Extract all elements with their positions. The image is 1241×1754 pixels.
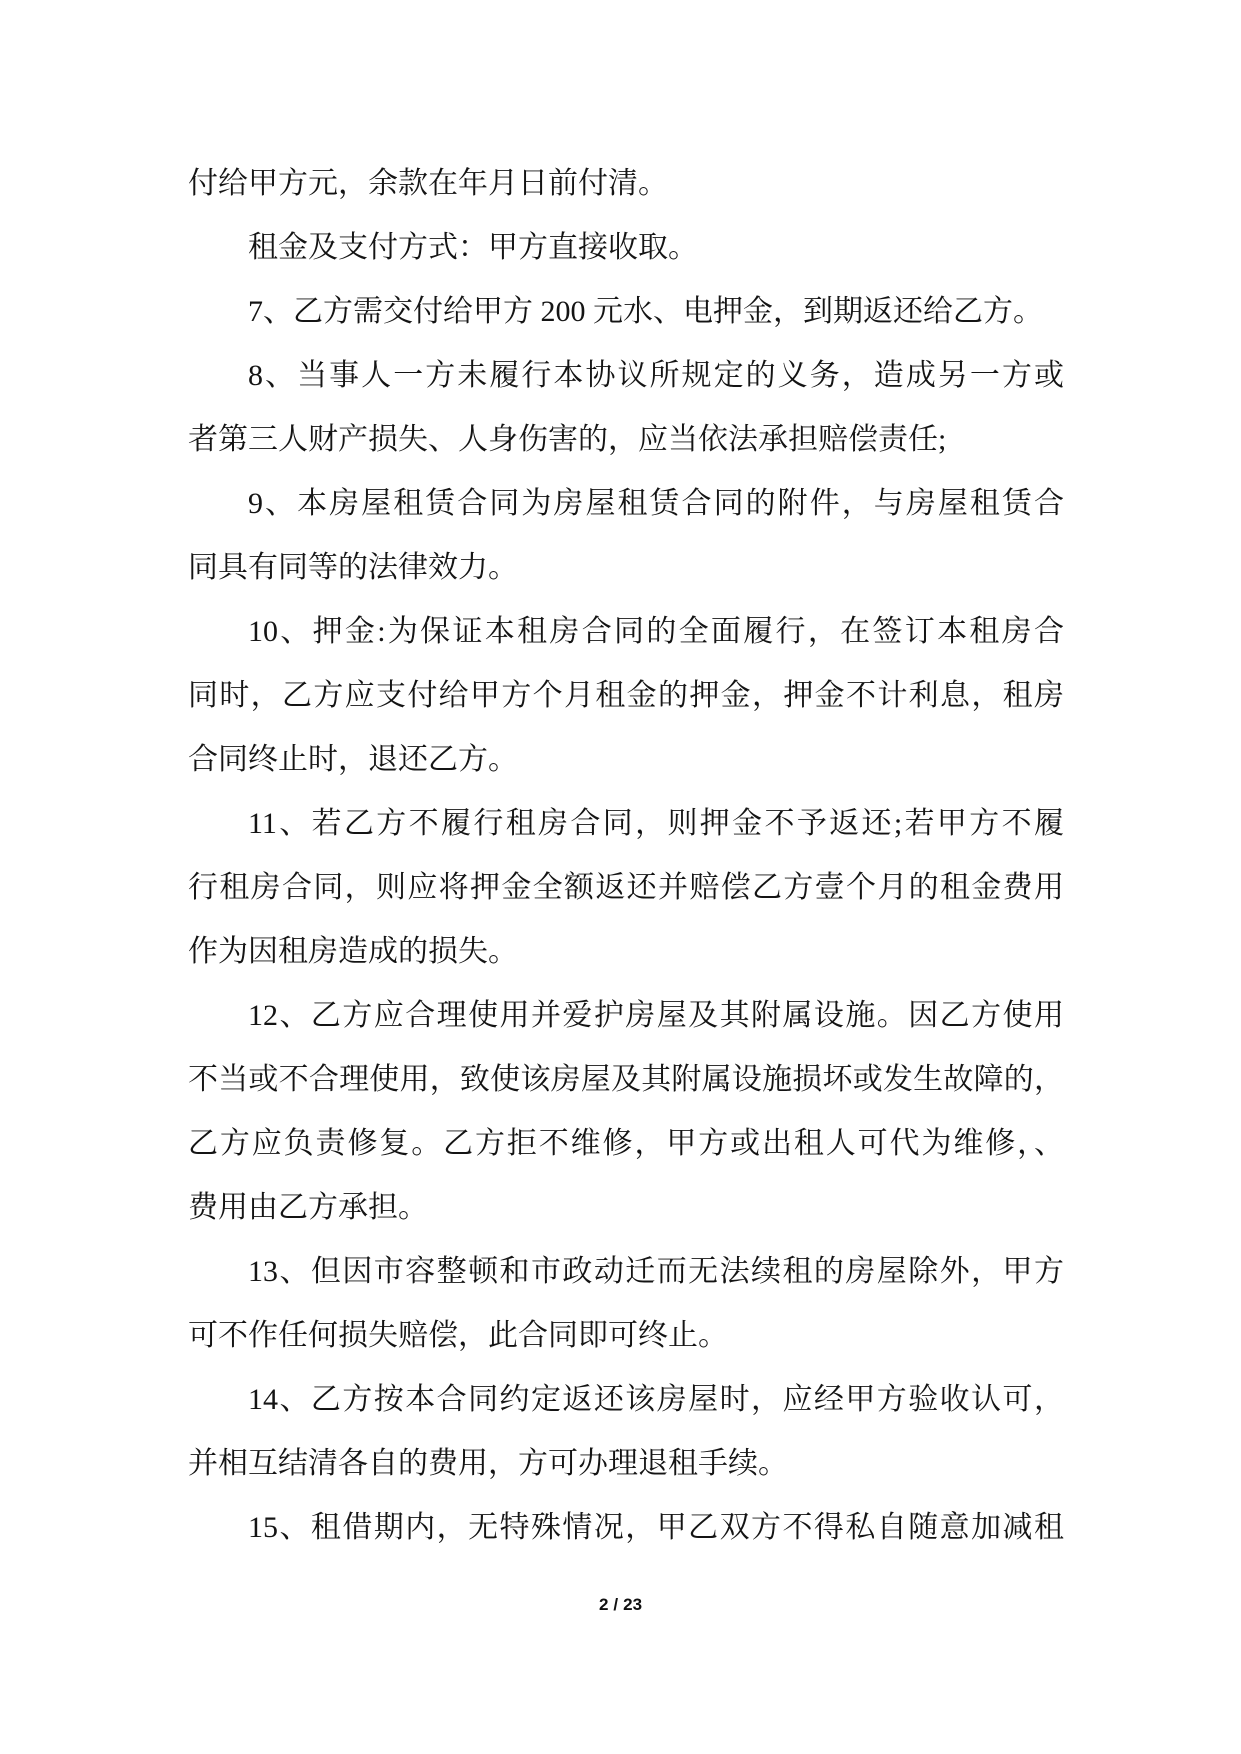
- text-line: 行租房合同，则应将押金全额返还并赔偿乙方壹个月的租金费用: [188, 871, 1064, 904]
- text-line: 9、本房屋租赁合同为房屋租赁合同的附件，与房屋租赁合: [248, 487, 1064, 520]
- text-line: 乙方应负责修复。乙方拒不维修，甲方或出租人可代为维修，、: [188, 1127, 1064, 1160]
- page-current: 2: [598, 1595, 609, 1614]
- text-line: 同时，乙方应支付给甲方个月租金的押金，押金不计利息，租房: [188, 679, 1064, 712]
- clause-8: [188, 344, 1064, 472]
- page-total: 23: [623, 1595, 643, 1614]
- text-line: 15、租借期内，无特殊情况，甲乙双方不得私自随意加减租: [248, 1511, 1064, 1544]
- page-separator: /: [613, 1595, 619, 1614]
- clause-13: [188, 1240, 1064, 1368]
- rent-payment-paragraph: [188, 216, 1064, 280]
- document-body: [188, 152, 1064, 1560]
- text-line: 14、乙方按本合同约定返还该房屋时，应经甲方验收认可，: [248, 1383, 1064, 1416]
- text-line: 付给甲方元，余款在年月日前付清。: [188, 167, 668, 200]
- clause-7: [188, 280, 1064, 344]
- text-line: 13、但因市容整顿和市政动迁而无法续租的房屋除外，甲方: [248, 1255, 1064, 1288]
- paragraph-continued: [188, 152, 1064, 216]
- text-line: 不当或不合理使用，致使该房屋及其附属设施损坏或发生故障的，: [188, 1063, 1064, 1096]
- text-line: 租金及支付方式：甲方直接收取。: [248, 231, 698, 264]
- text-line: 12、乙方应合理使用并爱护房屋及其附属设施。因乙方使用: [248, 999, 1064, 1032]
- clause-14: [188, 1368, 1064, 1496]
- clause-11: [188, 792, 1064, 984]
- clause-9: [188, 472, 1064, 600]
- page-number: [0, 1593, 1241, 1617]
- clause-12: [188, 984, 1064, 1240]
- text-line: 者第三人财产损失、人身伤害的，应当依法承担赔偿责任;: [188, 423, 947, 456]
- text-line: 同具有同等的法律效力。: [188, 551, 518, 584]
- text-line: 合同终止时，退还乙方。: [188, 743, 518, 776]
- clause-10: [188, 600, 1064, 792]
- text-line: 并相互结清各自的费用，方可办理退租手续。: [188, 1447, 788, 1480]
- text-line: 可不作任何损失赔偿，此合同即可终止。: [188, 1319, 728, 1352]
- text-line: 11、若乙方不履行租房合同，则押金不予返还;若甲方不履: [248, 807, 1064, 840]
- text-line: 作为因租房造成的损失。: [188, 935, 518, 968]
- text-line: 8、当事人一方未履行本协议所规定的义务，造成另一方或: [248, 359, 1064, 392]
- text-line: 10、押金:为保证本租房合同的全面履行，在签订本租房合: [248, 615, 1064, 648]
- text-line: 费用由乙方承担。: [188, 1191, 428, 1224]
- clause-15: [188, 1496, 1064, 1560]
- text-line: 7、乙方需交付给甲方 200 元水、电押金，到期返还给乙方。: [248, 295, 1043, 328]
